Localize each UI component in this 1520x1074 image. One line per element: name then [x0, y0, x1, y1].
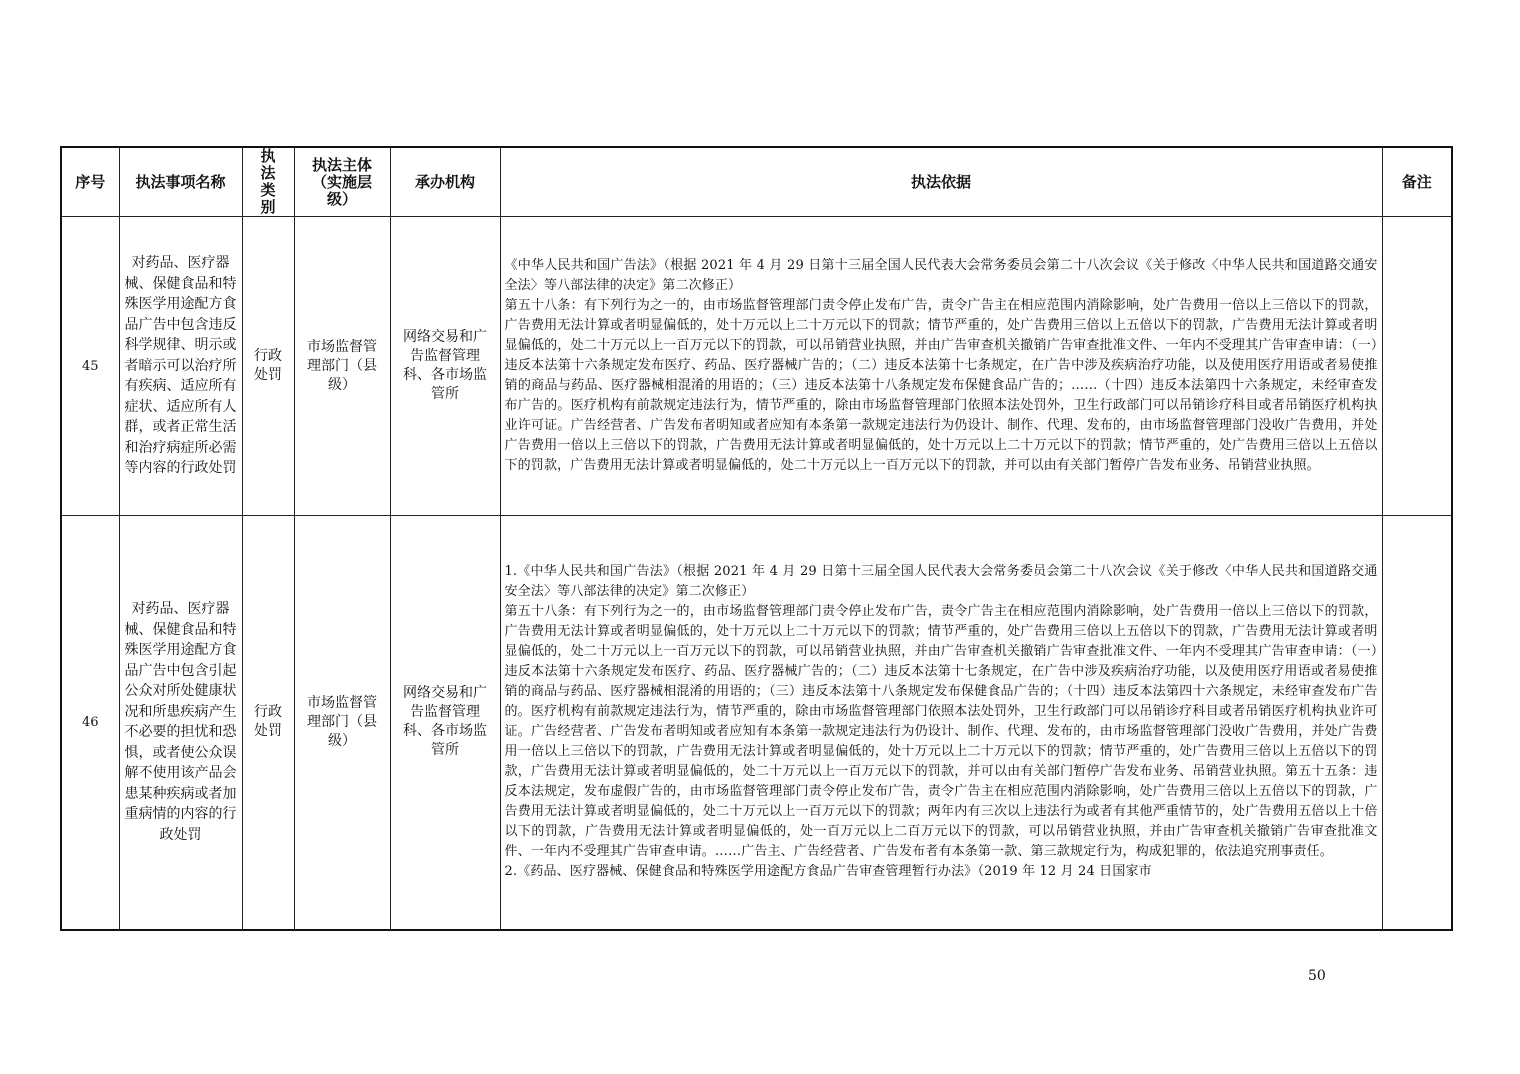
basis-paragraph: 《中华人民共和国广告法》（根据 2021 年 4 月 29 日第十三届全国人民代表大会常务委员会第二十八次会议《关于修改〈中华人民共和国道路交通安全法〉等八部法律的决定》第二次修正）: [504, 258, 1378, 293]
row-index: 45: [61, 217, 119, 516]
row-category: 行政处罚: [242, 516, 294, 930]
basis-paragraph: 1.《中华人民共和国广告法》（根据 2021 年 4 月 29 日第十三届全国人民代表大会常务委员会第二十八次会议《关于修改〈中华人民共和国道路交通安全法〉等八部法律的决定》第二次修正）: [504, 564, 1378, 600]
table-row: [61, 217, 1452, 516]
header-body: 执法主体（实施层级）: [294, 147, 390, 217]
header-item-name: 执法事项名称: [119, 147, 242, 217]
header-category: 执法类别: [242, 147, 294, 217]
row-body: 市场监督管理部门（县级）: [294, 516, 390, 930]
row-index: 46: [61, 516, 119, 930]
basis-paragraph: 2.《药品、医疗器械、保健食品和特殊医学用途配方食品广告审查管理暂行办法》（2019 年 12 月 24 日国家市: [504, 864, 1152, 880]
header-row: [61, 147, 1452, 217]
page-number: 50: [1308, 968, 1326, 984]
basis-paragraph: 第五十八条：有下列行为之一的，由市场监督管理部门责令停止发布广告，责令广告主在相应范围内消除影响，处广告费用一倍以上三倍以下的罚款，广告费用无法计算或者明显偏低的，处十万元以上二十万元以下的罚款；情节严重的，处广告费用三倍以上五倍以下的罚款，广告费用无法计算或者明显偏低的，处二十万元以上一百万元以下的罚款，可以吊销营业执照，并由广告审查机关撤销广告审查批准文件、一年内不受理其广告审查申请：（一）违反本法第十六条规定发布医疗、药品、医疗器械广告的；（二）违反本法第十七条规定，在广告中涉及疾病治疗功能，以及使用医疗用语或者易使推销的商品与药品、医疗器械相混淆的用语的；（三）违反本法第十八条规定发布保健食品广告的；（十四）违反本法第四十六条规定，未经审查发布广告的。医疗机构有前款规定违法行为，情节严重的，除由市场监督管理部门依照本法处罚外，卫生行政部门可以吊销诊疗科目或者吊销医疗机构执业许可证。广告经营者、广告发布者明知或者应知有本条第一款规定违法行为仍设计、制作、代理、发布的，由市场监督管理部门没收广告费用，并处广告费用一倍以上三倍以下的罚款，广告费用无法计算或者明显偏低的，处十万元以上二十万元以下的罚款；情节严重的，处广告费用三倍以上五倍以下的罚款，广告费用无法计算或者明显偏低的，处二十万元以上一百万元以下的罚款，并可以由有关部门暂停广告发布业务、吊销营业执照。第五十五条：违反本法规定，发布虚假广告的，由市场监督管理部门责令停止发布广告，责令广告主在相应范围内消除影响，处广告费用三倍以上五倍以下的罚款，广告费用无法计算或者明显偏低的，处二十万元以上一百万元以下的罚款；两年内有三次以上违法行为或者有其他严重情节的，处广告费用五倍以上十倍以下的罚款，广告费用无法计算或者明显偏低的，处一百万元以上二百万元以下的罚款，可以吊销营业执照，并由广告审查机关撤销广告审查批准文件、一年内不受理其广告审查申请。……广告主、广告经营者、广告发布者有本条第一款、第三款规定行为，构成犯罪的，依法追究刑事责任。: [504, 604, 1378, 860]
header-org: 承办机构: [390, 147, 500, 217]
header-index: 序号: [61, 147, 119, 217]
row-item-name: 对药品、医疗器械、保健食品和特殊医学用途配方食品广告中包含引起公众对所处健康状况和所患疾病产生不必要的担忧和恐惧，或者使公众误解不使用该产品会患某种疾病或者加重病情的内容的行政处罚: [119, 516, 242, 930]
basis-paragraph: 第五十八条：有下列行为之一的，由市场监督管理部门责令停止发布广告，责令广告主在相应范围内消除影响，处广告费用一倍以上三倍以下的罚款，广告费用无法计算或者明显偏低的，处十万元以上二十万元以下的罚款；情节严重的，处广告费用三倍以上五倍以下的罚款，广告费用无法计算或者明显偏低的，处二十万元以上一百万元以下的罚款，可以吊销营业执照，并由广告审查机关撤销广告审查批准文件、一年内不受理其广告审查申请：（一）违反本法第十六条规定发布医疗、药品、医疗器械广告的；（二）违反本法第十七条规定，在广告中涉及疾病治疗功能，以及使用医疗用语或者易使推销的商品与药品、医疗器械相混淆的用语的；（三）违反本法第十八条规定发布保健食品广告的；……（十四）违反本法第四十六条规定，未经审查发布广告的。医疗机构有前款规定违法行为，情节严重的，除由市场监督管理部门依照本法处罚外，卫生行政部门可以吊销诊疗科目或者吊销医疗机构执业许可证。广告经营者、广告发布者明知或者应知有本条第一款规定违法行为仍设计、制作、代理、发布的，由市场监督管理部门没收广告费用，并处广告费用一倍以上三倍以下的罚款，广告费用无法计算或者明显偏低的，处十万元以上二十万元以下的罚款；情节严重的，处广告费用三倍以上五倍以下的罚款，广告费用无法计算或者明显偏低的，处二十万元以上一百万元以下的罚款，并可以由有关部门暂停广告发布业务、吊销营业执照。: [504, 298, 1378, 473]
row-category: 行政处罚: [242, 217, 294, 516]
header-basis: 执法依据: [500, 147, 1382, 217]
row-remark: [1382, 217, 1452, 516]
row-org: 网络交易和广告监督管理科、各市场监管所: [390, 217, 500, 516]
row-body: 市场监督管理部门（县级）: [294, 217, 390, 516]
row-remark: [1382, 516, 1452, 930]
row-basis: [500, 217, 1382, 516]
enforcement-table: [60, 146, 1453, 931]
row-basis: [500, 516, 1382, 930]
row-item-name: 对药品、医疗器械、保健食品和特殊医学用途配方食品广告中包含违反科学规律、明示或者暗示可以治疗所有疾病、适应所有症状、适应所有人群，或者正常生活和治疗病症所必需等内容的行政处罚: [119, 217, 242, 516]
header-remark: 备注: [1382, 147, 1452, 217]
table-row: [61, 516, 1452, 930]
row-org: 网络交易和广告监督管理科、各市场监管所: [390, 516, 500, 930]
